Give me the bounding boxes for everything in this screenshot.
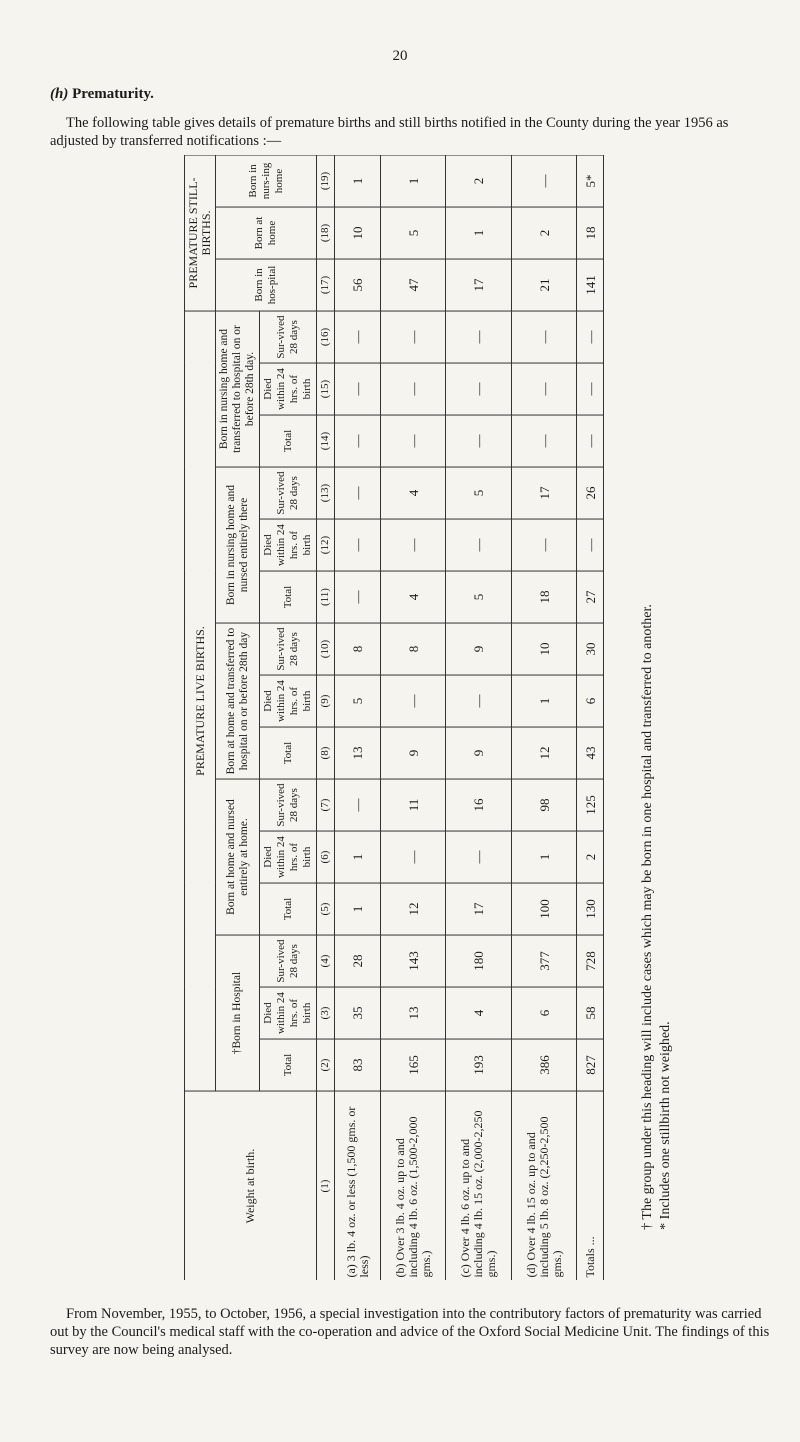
table-cell: — [511, 310, 576, 362]
column-number: (12) [317, 519, 335, 571]
column-header: Died within 24 hrs. of birth [260, 675, 317, 727]
table-cell: 43 [577, 727, 604, 779]
table-cell: — [446, 519, 511, 571]
table-cell: — [511, 519, 576, 571]
table-row [577, 155, 604, 1280]
table-cell: 4 [381, 571, 446, 623]
born-home-still-header: Born at home [216, 206, 317, 258]
table-cell: 6 [577, 675, 604, 727]
table-cell: 1 [446, 206, 511, 258]
table-cell: 2 [577, 831, 604, 883]
table-cell: — [577, 519, 604, 571]
table-row [381, 155, 446, 1280]
column-header: Died within 24 hrs. of birth [260, 987, 317, 1039]
column-number: (7) [317, 779, 335, 831]
table-cell: 10 [511, 623, 576, 675]
column-header: Sur-vived 28 days [260, 623, 317, 675]
table-cell: 13 [335, 727, 381, 779]
column-number: (3) [317, 987, 335, 1039]
column-number: (16) [317, 310, 335, 362]
table-cell: — [335, 363, 381, 415]
table-cell: 143 [381, 935, 446, 987]
column-number: (1) [317, 1091, 335, 1280]
table-cell: 18 [577, 206, 604, 258]
column-number: (8) [317, 727, 335, 779]
table-cell: — [381, 675, 446, 727]
table-cell: 9 [381, 727, 446, 779]
table-cell: 17 [511, 467, 576, 519]
weight-category-label: (c) Over 4 lb. 6 oz. up to and including 4 lb. 15 oz. (2,000-2,250 gms.) [446, 1091, 511, 1280]
weight-category-label: (d) Over 4 lb. 15 oz. up to and including 5 lb. 8 oz. (2,250-2,500 gms.) [511, 1091, 576, 1280]
column-header: Sur-vived 28 days [260, 779, 317, 831]
column-header: Died within 24 hrs. of birth [260, 831, 317, 883]
table-cell: 98 [511, 779, 576, 831]
column-number: (13) [317, 467, 335, 519]
nursing-transferred-header: Born in nursing home and transferred to hospital on or before 28th day. [216, 310, 260, 466]
table-cell: — [335, 467, 381, 519]
table-cell: 12 [381, 883, 446, 935]
column-number: (2) [317, 1039, 335, 1091]
born-in-hospital-header: †Born in Hospital [216, 935, 260, 1091]
prematurity-table-container [184, 155, 604, 1280]
table-cell: 58 [577, 987, 604, 1039]
born-nursing-still-header: Born in nurs-ing home [216, 155, 317, 206]
home-transferred-header: Born at home and transferred to hospital on or before 28th day [216, 623, 260, 779]
table-cell: — [335, 519, 381, 571]
table-cell: — [577, 415, 604, 467]
table-cell: 2 [446, 155, 511, 206]
column-number: (17) [317, 258, 335, 310]
table-cell: 1 [511, 831, 576, 883]
table-cell: 193 [446, 1039, 511, 1091]
column-header: Died within 24 hrs. of birth [260, 519, 317, 571]
table-cell: 728 [577, 935, 604, 987]
table-cell: 47 [381, 258, 446, 310]
table-cell: 11 [381, 779, 446, 831]
table-row [446, 155, 511, 1280]
column-header: Total [260, 415, 317, 467]
table-cell: — [381, 363, 446, 415]
live-births-header: PREMATURE LIVE BIRTHS. [185, 310, 216, 1090]
table-row [335, 155, 381, 1280]
table-cell: 827 [577, 1039, 604, 1091]
closing-paragraph: From November, 1955, to October, 1956, a special investigation into the contributory factors of prematurity was carried out by the Council's medical staff with the co-operation and advice of the Oxford Social Medicine Unit. The findings of this survey are now being analysed. [50, 1306, 770, 1358]
column-header: Total [260, 727, 317, 779]
table-cell: 1 [511, 675, 576, 727]
intro-paragraph: The following table gives details of premature births and still births notified in the County during the year 1956 as adjusted by transferred notifications :— [50, 115, 729, 149]
column-header: Sur-vived 28 days [260, 935, 317, 987]
weight-header: Weight at birth. [185, 1091, 317, 1280]
nursing-home-header: Born in nursing home and nursed entirely there [216, 467, 260, 623]
weight-category-label: Totals ... [577, 1091, 604, 1280]
column-number: (18) [317, 206, 335, 258]
page-number: 20 [392, 48, 408, 64]
column-number: (9) [317, 675, 335, 727]
table-cell: — [381, 310, 446, 362]
table-cell: 1 [335, 155, 381, 206]
column-number: (15) [317, 363, 335, 415]
table-cell: 130 [577, 883, 604, 935]
born-at-home-header: Born at home and nursed entirely at home. [216, 779, 260, 935]
section-letter: (h) [50, 86, 69, 102]
table-cell: 100 [511, 883, 576, 935]
column-header: Total [260, 1039, 317, 1091]
column-number-row [317, 155, 335, 1280]
weight-category-label: (b) Over 3 lb. 4 oz. up to and including 4 lb. 6 oz. (1,500-2,000 gms.) [381, 1091, 446, 1280]
column-number: (11) [317, 571, 335, 623]
table-cell: — [446, 310, 511, 362]
table-cell: — [511, 415, 576, 467]
table-cell: — [381, 831, 446, 883]
section-title: Prematurity. [72, 86, 154, 102]
table-cell: 5* [577, 155, 604, 206]
table-cell: 17 [446, 883, 511, 935]
table-cell: 6 [511, 987, 576, 1039]
table-cell: — [446, 675, 511, 727]
table-cell: 1 [335, 831, 381, 883]
table-cell: 27 [577, 571, 604, 623]
column-header: Died within 24 hrs. of birth [260, 363, 317, 415]
weight-category-label: (a) 3 lb. 4 oz. or less (1,500 gms. or less) [335, 1091, 381, 1280]
table-cell: 5 [446, 571, 511, 623]
table-cell: — [577, 310, 604, 362]
column-number: (10) [317, 623, 335, 675]
still-births-header: PREMATURE STILL-BIRTHS. [185, 155, 216, 310]
footnote-asterisk: * Includes one stillbirth not weighed. [658, 1021, 673, 1230]
prematurity-table [184, 155, 604, 1280]
table-cell: — [446, 363, 511, 415]
footnotes-rotated [639, 604, 675, 1230]
section-heading [50, 86, 154, 103]
table-cell: 1 [381, 155, 446, 206]
table-cell: 12 [511, 727, 576, 779]
table-cell: 5 [381, 206, 446, 258]
table-cell: — [335, 415, 381, 467]
table-cell: 10 [335, 206, 381, 258]
table-cell: 28 [335, 935, 381, 987]
table-cell: — [511, 363, 576, 415]
table-cell: — [446, 831, 511, 883]
column-header: Sur-vived 28 days [260, 310, 317, 362]
table-cell: 2 [511, 206, 576, 258]
table-cell: 386 [511, 1039, 576, 1091]
table-row [511, 155, 576, 1280]
table-cell: 30 [577, 623, 604, 675]
column-number: (4) [317, 935, 335, 987]
column-header: Total [260, 571, 317, 623]
table-cell: — [511, 155, 576, 206]
table-cell: 125 [577, 779, 604, 831]
column-header: Sur-vived 28 days [260, 467, 317, 519]
table-cell: 9 [446, 623, 511, 675]
table-cell: — [381, 415, 446, 467]
table-cell: 5 [446, 467, 511, 519]
table-cell: — [577, 363, 604, 415]
table-cell: 4 [381, 467, 446, 519]
table-body [335, 155, 604, 1280]
table-cell: — [335, 310, 381, 362]
table-cell: 5 [335, 675, 381, 727]
table-cell: 13 [381, 987, 446, 1039]
table-cell: — [381, 519, 446, 571]
table-cell: 1 [335, 883, 381, 935]
column-number: (5) [317, 883, 335, 935]
table-cell: 141 [577, 258, 604, 310]
table-cell: 35 [335, 987, 381, 1039]
table-cell: 180 [446, 935, 511, 987]
table-cell: 83 [335, 1039, 381, 1091]
born-hospital-still-header: Born in hos-pital [216, 258, 317, 310]
table-cell: 9 [446, 727, 511, 779]
table-cell: 56 [335, 258, 381, 310]
column-number: (19) [317, 155, 335, 206]
table-cell: 8 [335, 623, 381, 675]
column-number: (6) [317, 831, 335, 883]
table-cell: 17 [446, 258, 511, 310]
column-number: (14) [317, 415, 335, 467]
table-cell: 4 [446, 987, 511, 1039]
table-cell: 21 [511, 258, 576, 310]
table-cell: 377 [511, 935, 576, 987]
table-cell: 8 [381, 623, 446, 675]
table-cell: — [335, 779, 381, 831]
column-header: Total [260, 883, 317, 935]
footnote-dagger: † The group under this heading will include cases which may be born in one hospital and transferred to another. [640, 604, 655, 1230]
table-cell: — [335, 571, 381, 623]
table-cell: 26 [577, 467, 604, 519]
table-cell: 18 [511, 571, 576, 623]
table-cell: 16 [446, 779, 511, 831]
footnotes [612, 604, 702, 1230]
table-cell: 165 [381, 1039, 446, 1091]
table-cell: — [446, 415, 511, 467]
